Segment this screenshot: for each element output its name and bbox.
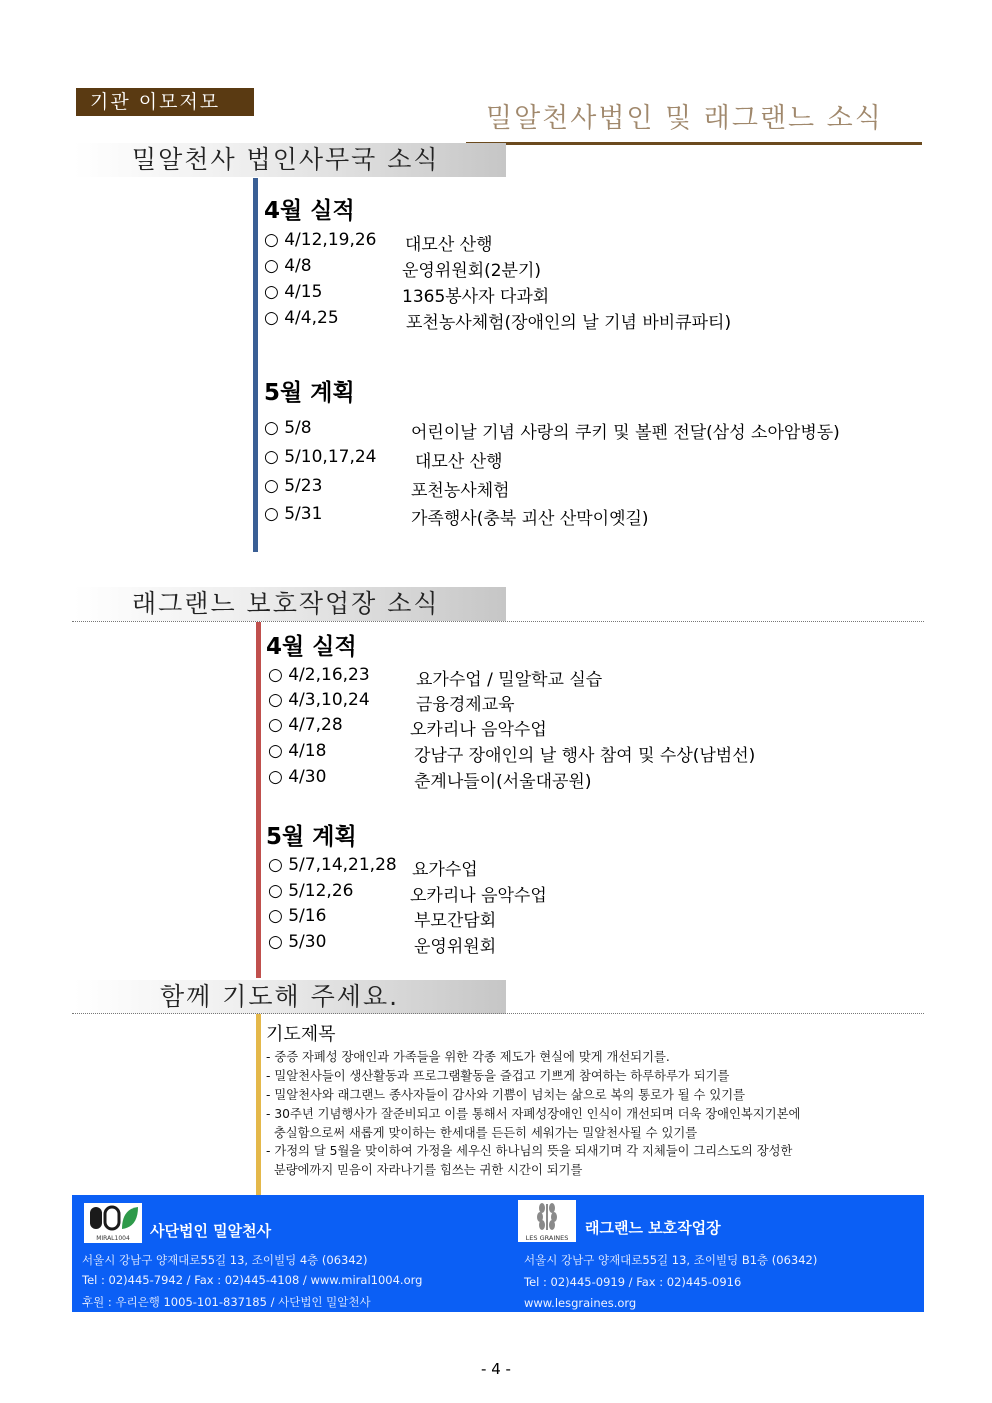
address-lesgraines: 서울시 강남구 양재대로55길 13, 조이빌딩 B1층 (06342) [524,1253,818,1267]
title-underline [466,142,922,145]
contact-lesgraines: Tel : 02)445-0919 / Fax : 02)445-0916 [524,1275,742,1289]
month-title-april-workshop: 4월 실적 [266,634,357,660]
prayer-line: - 밀알천사와 래그랜느 종사자들이 감사와 기쁨이 넘치는 삶으로 복의 통로가 될 수 있기를 [266,1088,745,1102]
section-heading-workshop: 래그랜느 보호작업장 소식 [74,587,506,621]
prayer-line: 충실함으로써 새롭게 맞이하는 한세대를 든든히 세워가는 밀알천사될 수 있기를 [266,1126,698,1140]
month-title-april-office: 4월 실적 [264,198,355,224]
section-tag: 기관 이모저모 [76,88,254,116]
section-heading-office: 밀알천사 법인사무국 소식 [74,143,506,177]
prayer-line: 분량에까지 믿음이 자라나기를 힘쓰는 귀한 시간이 되기를 [266,1163,583,1177]
contact-miral: Tel : 02)445-7942 / Fax : 02)445-4108 / www.miral1004.org [82,1273,423,1287]
prayer-line: - 30주년 기념행사가 잘준비되고 이를 통해서 자폐성장애인 인식이 개선되며 더욱 장애인복지기본에 [266,1107,801,1121]
address-miral: 서울시 강남구 양재대로55길 13, 조이빌딩 4층 (06342) [82,1253,368,1267]
svg-text:MIRAL1004: MIRAL1004 [96,1235,130,1242]
section-bar-workshop [256,622,261,978]
svg-text:LES GRAINES: LES GRAINES [525,1234,569,1242]
prayer-line: - 중증 자폐성 장애인과 가족들을 위한 각종 제도가 현실에 맞게 개선되기를. [266,1050,670,1064]
page-title: 밀알천사법인 및 래그랜느 소식 [486,103,883,134]
web-lesgraines: www.lesgraines.org [524,1296,637,1310]
prayer-title: 기도제목 [266,1024,336,1045]
prayer-line: - 밀알천사들이 생산활동과 프로그램활동을 즐겁고 기쁘게 참여하는 하루하루가 되기를 [266,1069,730,1083]
section-heading-prayer: 함께 기도해 주세요. [74,980,506,1014]
org-name-lesgraines: 래그랜느 보호작업장 [585,1219,721,1237]
section-divider [72,621,924,622]
miral-logo [84,1203,142,1243]
month-title-may-office: 5월 계획 [264,380,355,406]
month-title-may-workshop: 5월 계획 [266,824,357,850]
bank-miral: 후원 : 우리은행 1005-101-837185 / 사단법인 밀알천사 [82,1295,371,1309]
section-bar-office [253,178,258,552]
prayer-line: - 가정의 달 5월을 맞이하여 가정을 세우신 하나님의 뜻을 되새기며 각 지체들이 그리스도의 장성한 [266,1144,793,1158]
footer [72,1195,924,1312]
org-name-miral: 사단법인 밀알천사 [150,1222,272,1240]
section-bar-prayer [256,1014,261,1195]
section-divider [72,1013,924,1014]
lesgraines-logo [518,1200,576,1242]
page-number: - 4 - [481,1360,511,1378]
